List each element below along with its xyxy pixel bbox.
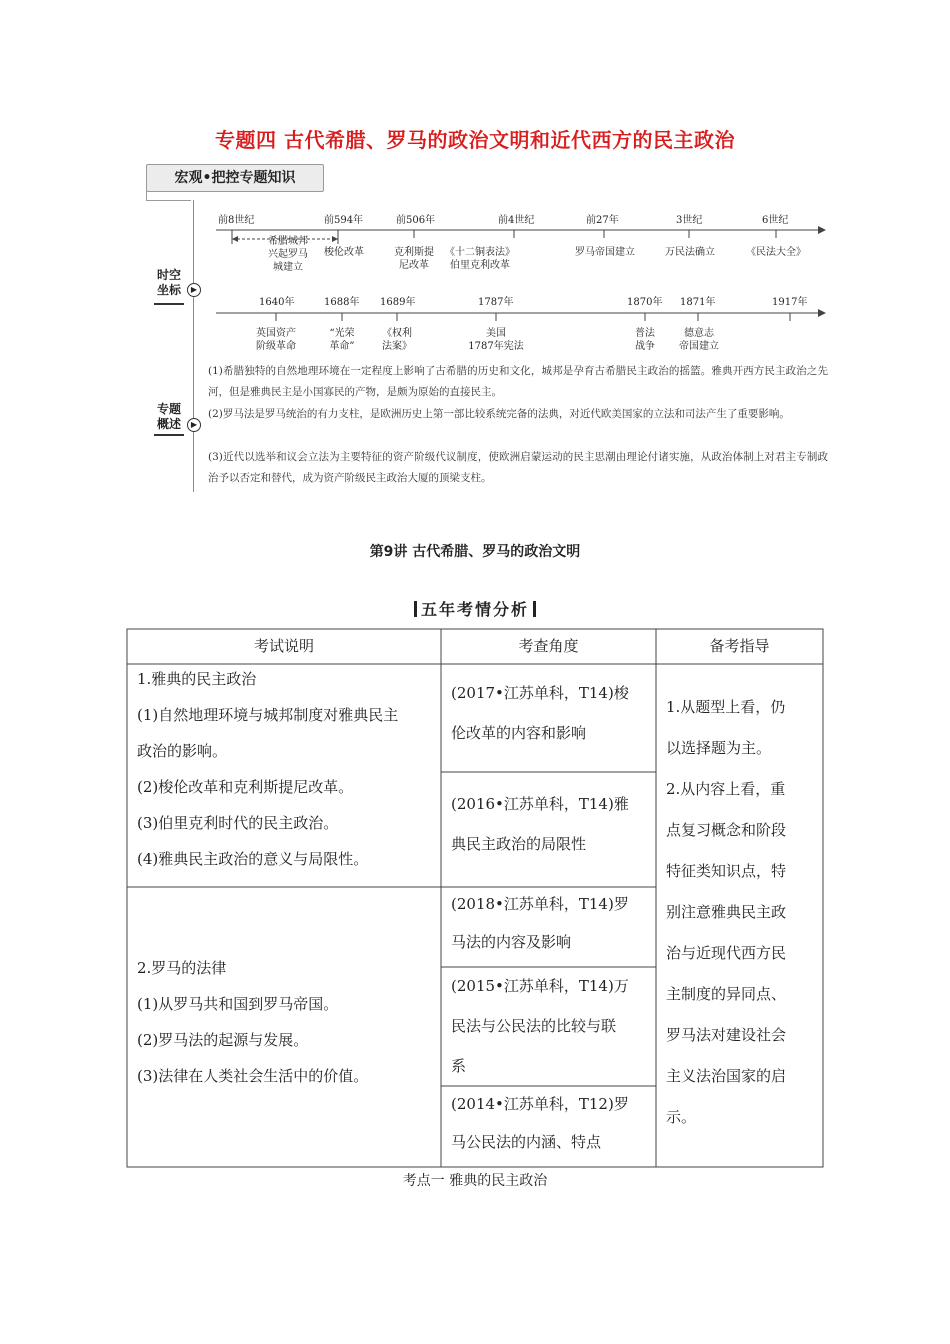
event-line: 希腊城邦: [268, 236, 308, 247]
event-line: 兴起罗马: [268, 249, 308, 260]
guide-line: 别注意雅典民主政: [666, 903, 787, 921]
angle-line: 马公民法的内涵、特点: [451, 1133, 602, 1151]
guide-line: 示。: [666, 1108, 697, 1126]
timeline-date: 1640年: [259, 297, 295, 308]
guide-line: 1.从题型上看，仍: [666, 698, 786, 716]
explain-line: (4)雅典民主政治的意义与局限性。: [137, 850, 369, 868]
angle-line: 典民主政治的局限性: [451, 835, 587, 853]
summary-paragraph: (1)希腊独特的自然地理环境在一定程度上影响了古希腊的历史和文化，城邦是孕育古希腊民主政治的摇篮。雅典开西方民主政治之先河，但是雅典民主是小国寡民的产物，是颇为原始的直接民主。: [208, 365, 828, 398]
explain-line: 2.罗马的法律: [137, 959, 227, 977]
exam-angle-cell: [451, 885, 651, 961]
timeline-event: [656, 246, 724, 259]
timeline-axes: [0, 0, 950, 360]
exam-angle-cell: [451, 673, 651, 753]
guide-line: 2.从内容上看，重: [666, 780, 786, 798]
lesson-title: 第9讲 古代希腊、罗马的政治文明: [369, 544, 581, 560]
timeline-event: [566, 246, 644, 259]
table-header: 考查角度: [518, 637, 579, 655]
event-line: 战争: [635, 341, 655, 352]
heading-bar-left: [414, 601, 417, 617]
timeline-date: 前27年: [586, 215, 619, 226]
event-line: 阶级革命: [256, 341, 296, 352]
explain-line: (3)法律在人类社会生活中的价值。: [137, 1067, 369, 1085]
event-line: “光荣: [329, 328, 355, 339]
timeline-date: 前506年: [396, 215, 436, 226]
timeline-date: 1871年: [680, 297, 716, 308]
topic-title: 专题四 古代希腊、罗马的政治文明和近代西方的民主政治: [215, 128, 735, 152]
event-line: 美国: [486, 328, 506, 339]
timeline-date: 前8世纪: [218, 215, 255, 226]
timeline-label-line2: 坐标: [156, 283, 181, 297]
summary-label-line2: 概述: [156, 417, 181, 431]
guide-line: 主义法治国家的启: [666, 1067, 787, 1085]
event-line: 1787年宪法: [468, 341, 524, 352]
explain-line: (2)罗马法的起源与发展。: [137, 1031, 309, 1049]
heading-bar-right: [533, 601, 536, 617]
timeline-event: [440, 246, 520, 272]
table-header: 考试说明: [253, 637, 314, 655]
angle-line: 民法与公民法的比较与联: [451, 1017, 617, 1035]
guide-line: 罗马法对建设社会: [666, 1026, 787, 1044]
arrow-circle-icon: ▶: [187, 283, 201, 297]
event-line: 《民法大全》: [746, 247, 806, 258]
event-line: 梭伦改革: [324, 247, 364, 258]
modern-axis-arrow: [818, 309, 826, 317]
event-line: 革命”: [329, 341, 355, 352]
timeline-date: 1870年: [627, 297, 663, 308]
ancient-range-arrow-right: [332, 236, 338, 242]
timeline-date: 前594年: [324, 215, 364, 226]
timeline-label-line1: 时空: [156, 268, 181, 282]
timeline-date: 6世纪: [762, 215, 789, 226]
explain-line: (1)自然地理环境与城邦制度对雅典民主: [137, 706, 399, 724]
explain-line: 政治的影响。: [137, 742, 228, 760]
explain-line: 1.雅典的民主政治: [137, 670, 257, 688]
timeline-event: [256, 235, 320, 274]
timeline-event: [386, 246, 442, 272]
summary-paragraph: (3)近代以选举和议会立法为主要特征的资产阶级代议制度，使欧洲启蒙运动的民主思潮由理论付诸实施，从政治体制上对君主专制政治予以否定和替代，成为资产阶级民主政治大厦的顶梁支柱。: [208, 451, 828, 484]
analysis-title: 五年考情分析: [420, 600, 529, 619]
ancient-axis-arrow: [818, 226, 826, 234]
timeline-date: 3世纪: [676, 215, 703, 226]
explain-line: (3)伯里克利时代的民主政治。: [137, 814, 339, 832]
summary-label: [149, 402, 189, 432]
timeline-event: [314, 246, 374, 259]
summary-label-line1: 专题: [156, 402, 181, 416]
analysis-heading: [0, 597, 950, 620]
timeline-date: 1688年: [324, 297, 360, 308]
guide-line: 特征类知识点，特: [666, 862, 787, 880]
table-header: 备考指导: [709, 637, 770, 655]
ancient-range-arrow-left: [232, 236, 238, 242]
guide-line: 点复习概念和阶段: [666, 821, 787, 839]
kaodian-heading: 考点一 雅典的民主政治: [402, 1173, 548, 1189]
angle-line: (2017•江苏单科，T14)梭: [451, 684, 629, 702]
arrow-circle-icon: ▶: [187, 418, 201, 432]
event-line: 德意志: [684, 328, 714, 339]
timeline-event: [372, 327, 422, 353]
exam-explain-cell: [137, 950, 437, 1094]
timeline-event: [462, 327, 530, 353]
explain-line: (1)从罗马共和国到罗马帝国。: [137, 995, 339, 1013]
event-line: 帝国建立: [679, 341, 719, 352]
event-line: 尼改革: [399, 260, 429, 271]
guide-line: 主制度的异同点、: [666, 985, 787, 1003]
guide-line: 治与近现代西方民: [666, 944, 787, 962]
timeline-date: 1689年: [380, 297, 416, 308]
event-line: 《十二铜表法》: [445, 247, 515, 258]
guide-line: 以选择题为主。: [666, 739, 772, 757]
event-line: 万民法确立: [665, 247, 715, 258]
angle-line: 伦改革的内容和影响: [451, 724, 587, 742]
angle-line: (2014•江苏单科，T12)罗: [451, 1095, 629, 1113]
exam-explain-cell: [137, 661, 437, 877]
explain-line: (2)梭伦改革和克利斯提尼改革。: [137, 778, 354, 796]
timeline-event: [318, 327, 366, 353]
timeline-date: 1787年: [478, 297, 514, 308]
exam-angle-cell: [451, 784, 651, 864]
event-line: 普法: [635, 328, 655, 339]
angle-line: (2015•江苏单科，T14)万: [451, 977, 629, 995]
timeline-event: [670, 327, 728, 353]
timeline-date: 前4世纪: [498, 215, 535, 226]
section-banner: 宏观•把控专题知识: [146, 164, 324, 192]
angle-line: (2018•江苏单科，T14)罗: [451, 895, 629, 913]
timeline-event: [246, 327, 306, 353]
summary-paragraph: (2)罗马法是罗马统治的有力支柱，是欧洲历史上第一部比较系统完备的法典，对近代欧美国家的立法和司法产生了重要影响。: [208, 408, 790, 420]
exam-guide-cell: [666, 687, 821, 1138]
event-line: 英国资产: [256, 328, 296, 339]
timeline-event: [622, 327, 668, 353]
angle-line: 系: [451, 1057, 467, 1075]
event-line: 《权利: [382, 328, 412, 339]
event-line: 罗马帝国建立: [575, 247, 635, 258]
event-line: 法案》: [382, 341, 412, 352]
event-line: 城建立: [273, 262, 303, 273]
event-line: 伯里克利改革: [450, 260, 510, 271]
event-line: 克利斯提: [394, 247, 434, 258]
exam-angle-cell: [451, 1085, 651, 1161]
angle-line: 马法的内容及影响: [451, 933, 572, 951]
summary-label-underline: [154, 434, 184, 436]
timeline-event: [740, 246, 812, 259]
exam-angle-cell: [451, 966, 651, 1086]
angle-line: (2016•江苏单科，T14)雅: [451, 795, 629, 813]
timeline-date: 1917年: [772, 297, 808, 308]
